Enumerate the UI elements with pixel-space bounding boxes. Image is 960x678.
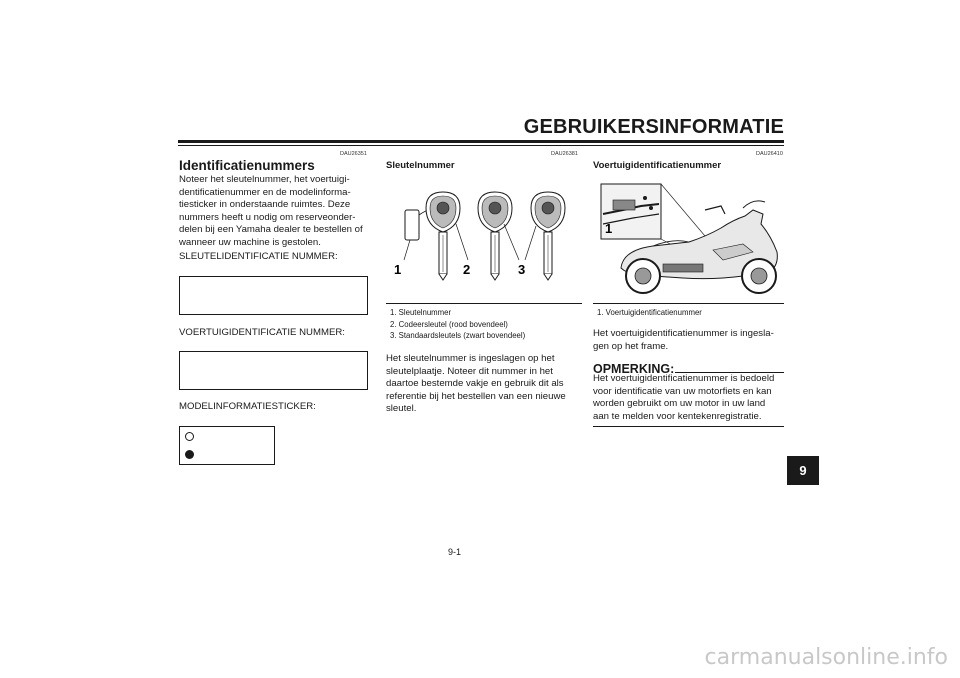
caption-item: 2. Codeersleutel (rood bovendeel) xyxy=(390,319,508,329)
text-line: worden gebruikt om uw motor in uw land xyxy=(593,398,766,410)
section-code: DAU26410 xyxy=(756,151,783,157)
text-line: delen bij een Yamaha dealer te bestellen of xyxy=(179,224,363,236)
scooter-illustration xyxy=(593,180,786,298)
text-line: nummers heeft u nodig om reserveonder- xyxy=(179,211,356,223)
vin-caption: 1. Voertuigidentificatienummer xyxy=(597,308,702,317)
caption-rule xyxy=(386,303,582,304)
caption-item: 3. Standaardsleutels (zwart bovendeel) xyxy=(390,331,526,340)
section-title: Identificatienummers xyxy=(179,158,315,173)
text-line: gen op het frame. xyxy=(593,340,669,352)
vin-box xyxy=(179,351,368,390)
intro-paragraph xyxy=(179,174,372,250)
leader-line xyxy=(404,240,410,260)
vin-paragraph xyxy=(593,328,784,353)
text-line: dentificatienummer en de modelinforma- xyxy=(179,186,351,198)
section-code: DAU26381 xyxy=(551,151,578,157)
text-line: sleutelplaatje. Noteer dit nummer in het xyxy=(386,365,553,377)
section-code: DAU26351 xyxy=(340,151,367,157)
open-circle-icon xyxy=(185,432,194,441)
header-rule-thick xyxy=(178,140,784,143)
text-line: Het voertuigidentificatienummer is bedoeld xyxy=(593,373,775,384)
model-label-box xyxy=(179,426,275,465)
standard-key-1 xyxy=(478,192,512,280)
caption-rule xyxy=(593,303,784,304)
section-title: Sleutelnummer xyxy=(386,160,455,171)
key-paragraph xyxy=(386,353,578,416)
section-title: Voertuigidentificatienummer xyxy=(593,160,722,171)
chapter-title: GEBRUIKERSINFORMATIE xyxy=(523,116,784,138)
text-line: aan te melden voor kentekenregistratie. xyxy=(593,410,762,422)
key-number-box xyxy=(179,276,368,315)
caption-item: 1. Sleutelnummer xyxy=(390,308,452,317)
model-label-title: MODELINFORMATIESTICKER: xyxy=(179,401,316,412)
text-line: voor identificatie van uw motorfiets en kan xyxy=(593,385,772,397)
key-tag xyxy=(405,210,419,240)
text-line: Noteer het sleutelnummer, het voertuigi- xyxy=(179,174,350,185)
callout-3: 3 xyxy=(518,262,526,277)
note-paragraph xyxy=(593,373,784,423)
text-line: wanneer uw machine is gestolen. xyxy=(179,236,321,248)
text-line: Het voertuigidentificatienummer is ingesla- xyxy=(593,328,774,339)
key-captions xyxy=(390,307,525,342)
text-line: sleutel. xyxy=(386,403,417,415)
filled-circle-icon xyxy=(185,450,194,459)
callout-2: 2 xyxy=(463,262,471,277)
leader-line xyxy=(456,224,468,260)
callout-1: 1 xyxy=(394,262,402,277)
text-line: tiesticker in onderstaande ruimtes. Deze xyxy=(179,199,351,211)
leader-line xyxy=(525,226,536,260)
text-line: daartoe bestemde vakje en gebruik dit als xyxy=(386,378,564,390)
callout-1: 1 xyxy=(605,221,613,236)
header-rule-thin xyxy=(178,145,784,146)
standard-key-2 xyxy=(531,192,565,280)
watermark: carmanualsonline.info xyxy=(704,645,948,670)
keys-illustration xyxy=(386,180,582,300)
text-line: referentie bij het bestellen van een nieuwe xyxy=(386,390,566,402)
note-end-rule xyxy=(593,426,784,427)
chapter-tab: 9 xyxy=(787,456,819,485)
page-number: 9-1 xyxy=(448,547,462,557)
leader-line xyxy=(504,224,519,260)
note-title: OPMERKING: xyxy=(593,362,675,376)
vin-label: VOERTUIGIDENTIFICATIE NUMMER: xyxy=(179,327,345,338)
coding-key xyxy=(426,192,460,280)
text-line: Het sleutelnummer is ingeslagen op het xyxy=(386,353,555,364)
key-number-label: SLEUTELIDENTIFICATIE NUMMER: xyxy=(179,251,338,262)
